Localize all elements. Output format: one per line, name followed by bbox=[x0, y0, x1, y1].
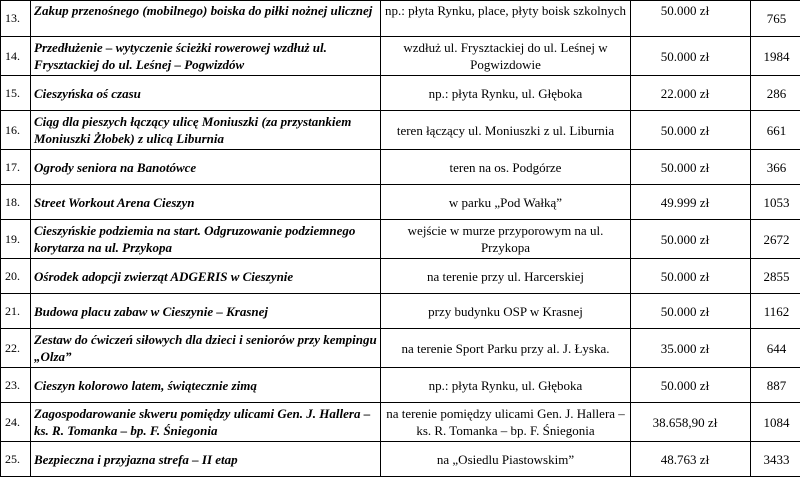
row-number: 15. bbox=[1, 76, 31, 111]
project-name: Ciąg dla pieszych łączący ulicę Moniuszki (za przystankiem Moniuszki Żłobek) z ulicą Liburnia bbox=[31, 111, 381, 150]
project-name: Zagospodarowanie skweru pomiędzy ulicami Gen. J. Hallera – ks. R. Tomanka – bp. F. Śniegonia bbox=[31, 403, 381, 442]
vote-count: 286 bbox=[751, 76, 800, 111]
project-cost: 48.763 zł bbox=[631, 442, 751, 477]
table-row bbox=[1, 1, 800, 37]
table-row bbox=[1, 403, 800, 442]
project-cost: 38.658,90 zł bbox=[631, 403, 751, 442]
table-row bbox=[1, 442, 800, 477]
table-row bbox=[1, 259, 800, 294]
row-number: 22. bbox=[1, 329, 31, 368]
project-location: na terenie pomiędzy ulicami Gen. J. Hallera – ks. R. Tomanka – bp. F. Śniegonia bbox=[381, 403, 631, 442]
project-location: przy budynku OSP w Krasnej bbox=[381, 294, 631, 329]
vote-count: 765 bbox=[751, 1, 800, 37]
row-number: 23. bbox=[1, 368, 31, 403]
table-row bbox=[1, 368, 800, 403]
project-cost: 22.000 zł bbox=[631, 76, 751, 111]
vote-count: 644 bbox=[751, 329, 800, 368]
row-number: 18. bbox=[1, 185, 31, 220]
vote-count: 366 bbox=[751, 150, 800, 185]
row-number: 24. bbox=[1, 403, 31, 442]
table-row bbox=[1, 37, 800, 76]
table-row bbox=[1, 294, 800, 329]
row-number: 17. bbox=[1, 150, 31, 185]
project-name: Budowa placu zabaw w Cieszynie – Krasnej bbox=[31, 294, 381, 329]
project-name: Cieszyńska oś czasu bbox=[31, 76, 381, 111]
vote-count: 1162 bbox=[751, 294, 800, 329]
project-name: Ogrody seniora na Banotówce bbox=[31, 150, 381, 185]
vote-count: 3433 bbox=[751, 442, 800, 477]
project-location: na „Osiedlu Piastowskim” bbox=[381, 442, 631, 477]
project-name: Zakup przenośnego (mobilnego) boiska do piłki nożnej ulicznej bbox=[31, 1, 381, 37]
row-number: 21. bbox=[1, 294, 31, 329]
project-location: np.: płyta Rynku, place, płyty boisk szkolnych bbox=[381, 1, 631, 37]
row-number: 25. bbox=[1, 442, 31, 477]
project-location: na terenie Sport Parku przy al. J. Łyska. bbox=[381, 329, 631, 368]
project-cost: 50.000 zł bbox=[631, 368, 751, 403]
table-row bbox=[1, 329, 800, 368]
project-name: Street Workout Arena Cieszyn bbox=[31, 185, 381, 220]
project-cost: 50.000 zł bbox=[631, 220, 751, 259]
vote-count: 887 bbox=[751, 368, 800, 403]
project-location: teren na os. Podgórze bbox=[381, 150, 631, 185]
project-location: np.: płyta Rynku, ul. Głęboka bbox=[381, 76, 631, 111]
project-cost: 50.000 zł bbox=[631, 294, 751, 329]
project-location: w parku „Pod Wałką” bbox=[381, 185, 631, 220]
table-row bbox=[1, 220, 800, 259]
table-row bbox=[1, 111, 800, 150]
project-cost: 50.000 zł bbox=[631, 37, 751, 76]
project-name: Zestaw do ćwiczeń siłowych dla dzieci i seniorów przy kempingu „Olza” bbox=[31, 329, 381, 368]
table-row bbox=[1, 76, 800, 111]
row-number: 19. bbox=[1, 220, 31, 259]
vote-count: 2855 bbox=[751, 259, 800, 294]
vote-count: 1984 bbox=[751, 37, 800, 76]
project-cost: 50.000 zł bbox=[631, 150, 751, 185]
project-location: wzdłuż ul. Frysztackiej do ul. Leśnej w Pogwizdowie bbox=[381, 37, 631, 76]
row-number: 20. bbox=[1, 259, 31, 294]
vote-count: 661 bbox=[751, 111, 800, 150]
project-name: Bezpieczna i przyjazna strefa – II etap bbox=[31, 442, 381, 477]
vote-count: 1084 bbox=[751, 403, 800, 442]
project-location: np.: płyta Rynku, ul. Głęboka bbox=[381, 368, 631, 403]
row-number: 14. bbox=[1, 37, 31, 76]
project-name: Przedłużenie – wytyczenie ścieżki rowerowej wzdłuż ul. Frysztackiej do ul. Leśnej – Pogwizdów bbox=[31, 37, 381, 76]
vote-count: 1053 bbox=[751, 185, 800, 220]
project-name: Cieszyn kolorowo latem, świątecznie zimą bbox=[31, 368, 381, 403]
project-cost: 35.000 zł bbox=[631, 329, 751, 368]
vote-count: 2672 bbox=[751, 220, 800, 259]
project-location: wejście w murze przyporowym na ul. Przykopa bbox=[381, 220, 631, 259]
row-number: 16. bbox=[1, 111, 31, 150]
project-name: Ośrodek adopcji zwierząt ADGERIS w Cieszynie bbox=[31, 259, 381, 294]
project-name: Cieszyńskie podziemia na start. Odgruzowanie podziemnego korytarza na ul. Przykopa bbox=[31, 220, 381, 259]
row-number: 13. bbox=[1, 1, 31, 37]
project-cost: 49.999 zł bbox=[631, 185, 751, 220]
project-location: na terenie przy ul. Harcerskiej bbox=[381, 259, 631, 294]
table-row bbox=[1, 185, 800, 220]
project-cost: 50.000 zł bbox=[631, 111, 751, 150]
project-cost: 50.000 zł bbox=[631, 259, 751, 294]
table-row bbox=[1, 150, 800, 185]
project-cost: 50.000 zł bbox=[631, 1, 751, 37]
project-location: teren łączący ul. Moniuszki z ul. Liburnia bbox=[381, 111, 631, 150]
